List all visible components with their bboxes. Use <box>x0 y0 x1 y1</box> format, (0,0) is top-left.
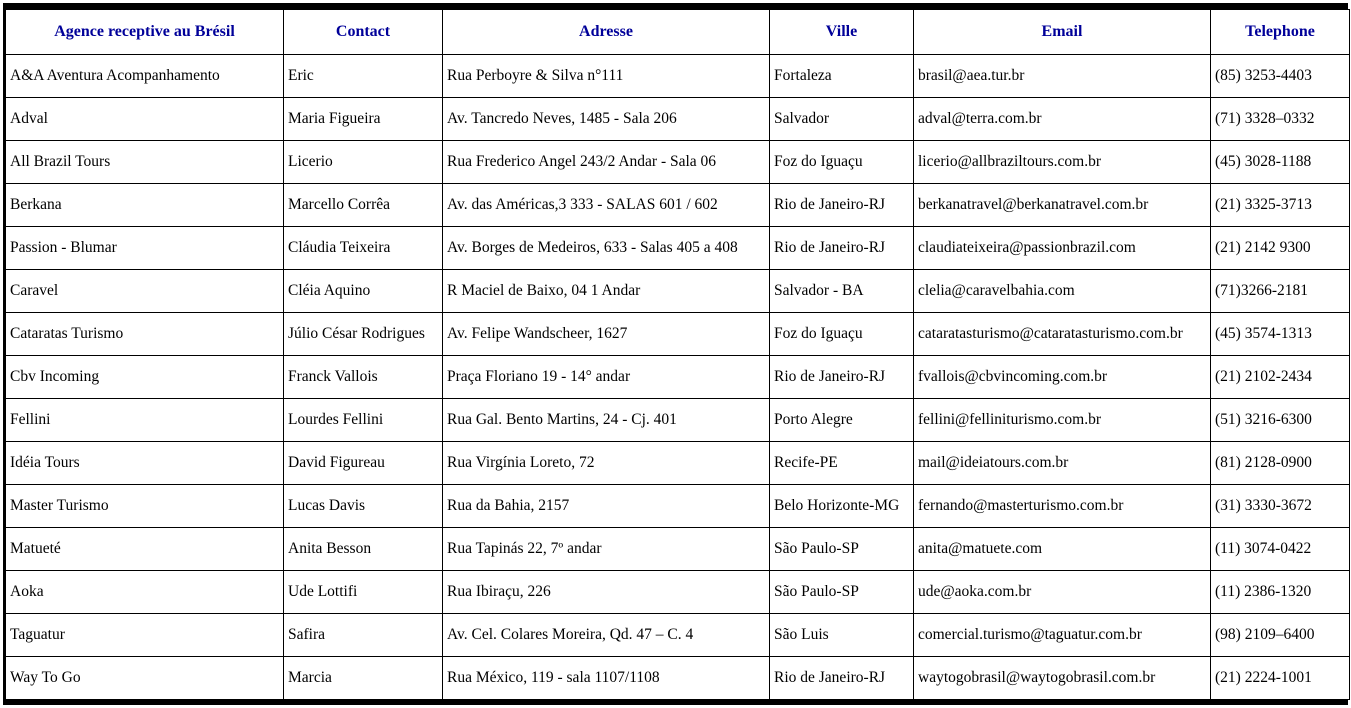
cell-phone: (85) 3253-4403 <box>1211 55 1350 98</box>
cell-agency: Cataratas Turismo <box>6 313 284 356</box>
cell-agency: Cbv Incoming <box>6 356 284 399</box>
cell-city: Rio de Janeiro-RJ <box>770 184 914 227</box>
cell-email: fellini@felliniturismo.com.br <box>914 399 1211 442</box>
cell-agency: Adval <box>6 98 284 141</box>
cell-contact: Lucas Davis <box>284 485 443 528</box>
cell-phone: (21) 2142 9300 <box>1211 227 1350 270</box>
table-row <box>6 55 1350 98</box>
table-row <box>6 184 1350 227</box>
cell-phone: (71) 3328–0332 <box>1211 98 1350 141</box>
cell-agency: Berkana <box>6 184 284 227</box>
cell-city: São Paulo-SP <box>770 571 914 614</box>
table-row <box>6 442 1350 485</box>
cell-contact: Cláudia Teixeira <box>284 227 443 270</box>
cell-contact: Anita Besson <box>284 528 443 571</box>
column-header-email: Email <box>914 10 1211 55</box>
cell-agency: Idéia Tours <box>6 442 284 485</box>
table-body <box>6 55 1350 700</box>
table-row <box>6 313 1350 356</box>
cell-email: berkanatravel@berkanatravel.com.br <box>914 184 1211 227</box>
cell-email: fvallois@cbvincoming.com.br <box>914 356 1211 399</box>
cell-contact: Júlio César Rodrigues <box>284 313 443 356</box>
cell-city: Foz do Iguaçu <box>770 141 914 184</box>
cell-contact: Marcia <box>284 657 443 700</box>
table-row <box>6 270 1350 313</box>
column-header-agency: Agence receptive au Brésil <box>6 10 284 55</box>
cell-address: Av. Borges de Medeiros, 633 - Salas 405 a 408 <box>443 227 770 270</box>
cell-city: Rio de Janeiro-RJ <box>770 227 914 270</box>
cell-agency: All Brazil Tours <box>6 141 284 184</box>
cell-address: Praça Floriano 19 - 14° andar <box>443 356 770 399</box>
table-row <box>6 98 1350 141</box>
cell-city: Porto Alegre <box>770 399 914 442</box>
cell-phone: (45) 3574-1313 <box>1211 313 1350 356</box>
table-row <box>6 399 1350 442</box>
table-row <box>6 657 1350 700</box>
cell-address: Av. Tancredo Neves, 1485 - Sala 206 <box>443 98 770 141</box>
cell-city: São Luis <box>770 614 914 657</box>
cell-email: licerio@allbraziltours.com.br <box>914 141 1211 184</box>
cell-contact: David Figureau <box>284 442 443 485</box>
cell-email: adval@terra.com.br <box>914 98 1211 141</box>
column-header-city: Ville <box>770 10 914 55</box>
cell-city: Salvador - BA <box>770 270 914 313</box>
cell-email: ude@aoka.com.br <box>914 571 1211 614</box>
cell-email: claudiateixeira@passionbrazil.com <box>914 227 1211 270</box>
cell-address: R Maciel de Baixo, 04 1 Andar <box>443 270 770 313</box>
cell-email: brasil@aea.tur.br <box>914 55 1211 98</box>
cell-address: Av. Cel. Colares Moreira, Qd. 47 – C. 4 <box>443 614 770 657</box>
cell-phone: (45) 3028-1188 <box>1211 141 1350 184</box>
cell-agency: Way To Go <box>6 657 284 700</box>
cell-address: Rua da Bahia, 2157 <box>443 485 770 528</box>
cell-contact: Marcello Corrêa <box>284 184 443 227</box>
cell-agency: Matueté <box>6 528 284 571</box>
table-row <box>6 614 1350 657</box>
cell-address: Rua Ibiraçu, 226 <box>443 571 770 614</box>
table-header <box>6 10 1350 55</box>
cell-address: Rua Frederico Angel 243/2 Andar - Sala 06 <box>443 141 770 184</box>
cell-phone: (21) 3325-3713 <box>1211 184 1350 227</box>
agencies-table <box>5 9 1350 700</box>
cell-email: mail@ideiatours.com.br <box>914 442 1211 485</box>
cell-address: Rua México, 119 - sala 1107/1108 <box>443 657 770 700</box>
cell-phone: (11) 3074-0422 <box>1211 528 1350 571</box>
cell-email: cataratasturismo@cataratasturismo.com.br <box>914 313 1211 356</box>
cell-agency: Aoka <box>6 571 284 614</box>
cell-address: Rua Perboyre & Silva n°111 <box>443 55 770 98</box>
cell-contact: Lourdes Fellini <box>284 399 443 442</box>
cell-city: São Paulo-SP <box>770 528 914 571</box>
table-row <box>6 571 1350 614</box>
cell-agency: Taguatur <box>6 614 284 657</box>
document-page <box>3 3 1348 705</box>
table-row <box>6 485 1350 528</box>
cell-phone: (81) 2128-0900 <box>1211 442 1350 485</box>
cell-agency: Caravel <box>6 270 284 313</box>
cell-email: anita@matuete.com <box>914 528 1211 571</box>
cell-phone: (31) 3330-3672 <box>1211 485 1350 528</box>
header-row <box>6 10 1350 55</box>
cell-agency: Master Turismo <box>6 485 284 528</box>
cell-contact: Eric <box>284 55 443 98</box>
cell-phone: (21) 2224-1001 <box>1211 657 1350 700</box>
cell-email: fernando@masterturismo.com.br <box>914 485 1211 528</box>
cell-phone: (11) 2386-1320 <box>1211 571 1350 614</box>
cell-phone: (21) 2102-2434 <box>1211 356 1350 399</box>
column-header-contact: Contact <box>284 10 443 55</box>
cell-agency: Passion - Blumar <box>6 227 284 270</box>
cell-phone: (51) 3216-6300 <box>1211 399 1350 442</box>
cell-contact: Franck Vallois <box>284 356 443 399</box>
cell-address: Av. Felipe Wandscheer, 1627 <box>443 313 770 356</box>
cell-contact: Ude Lottifi <box>284 571 443 614</box>
table-row <box>6 528 1350 571</box>
cell-address: Rua Tapinás 22, 7º andar <box>443 528 770 571</box>
cell-email: clelia@caravelbahia.com <box>914 270 1211 313</box>
cell-city: Belo Horizonte-MG <box>770 485 914 528</box>
cell-agency: A&A Aventura Acompanhamento <box>6 55 284 98</box>
table-row <box>6 356 1350 399</box>
cell-city: Fortaleza <box>770 55 914 98</box>
cell-phone: (98) 2109–6400 <box>1211 614 1350 657</box>
cell-email: waytogobrasil@waytogobrasil.com.br <box>914 657 1211 700</box>
cell-city: Rio de Janeiro-RJ <box>770 657 914 700</box>
cell-address: Rua Gal. Bento Martins, 24 - Cj. 401 <box>443 399 770 442</box>
cell-city: Salvador <box>770 98 914 141</box>
cell-contact: Safira <box>284 614 443 657</box>
cell-email: comercial.turismo@taguatur.com.br <box>914 614 1211 657</box>
cell-city: Foz do Iguaçu <box>770 313 914 356</box>
cell-city: Recife-PE <box>770 442 914 485</box>
table-row <box>6 227 1350 270</box>
cell-address: Rua Virgínia Loreto, 72 <box>443 442 770 485</box>
cell-phone: (71)3266-2181 <box>1211 270 1350 313</box>
cell-contact: Maria Figueira <box>284 98 443 141</box>
table-row <box>6 141 1350 184</box>
cell-agency: Fellini <box>6 399 284 442</box>
cell-contact: Cléia Aquino <box>284 270 443 313</box>
cell-address: Av. das Américas,3 333 - SALAS 601 / 602 <box>443 184 770 227</box>
column-header-phone: Telephone <box>1211 10 1350 55</box>
column-header-address: Adresse <box>443 10 770 55</box>
cell-city: Rio de Janeiro-RJ <box>770 356 914 399</box>
cell-contact: Licerio <box>284 141 443 184</box>
